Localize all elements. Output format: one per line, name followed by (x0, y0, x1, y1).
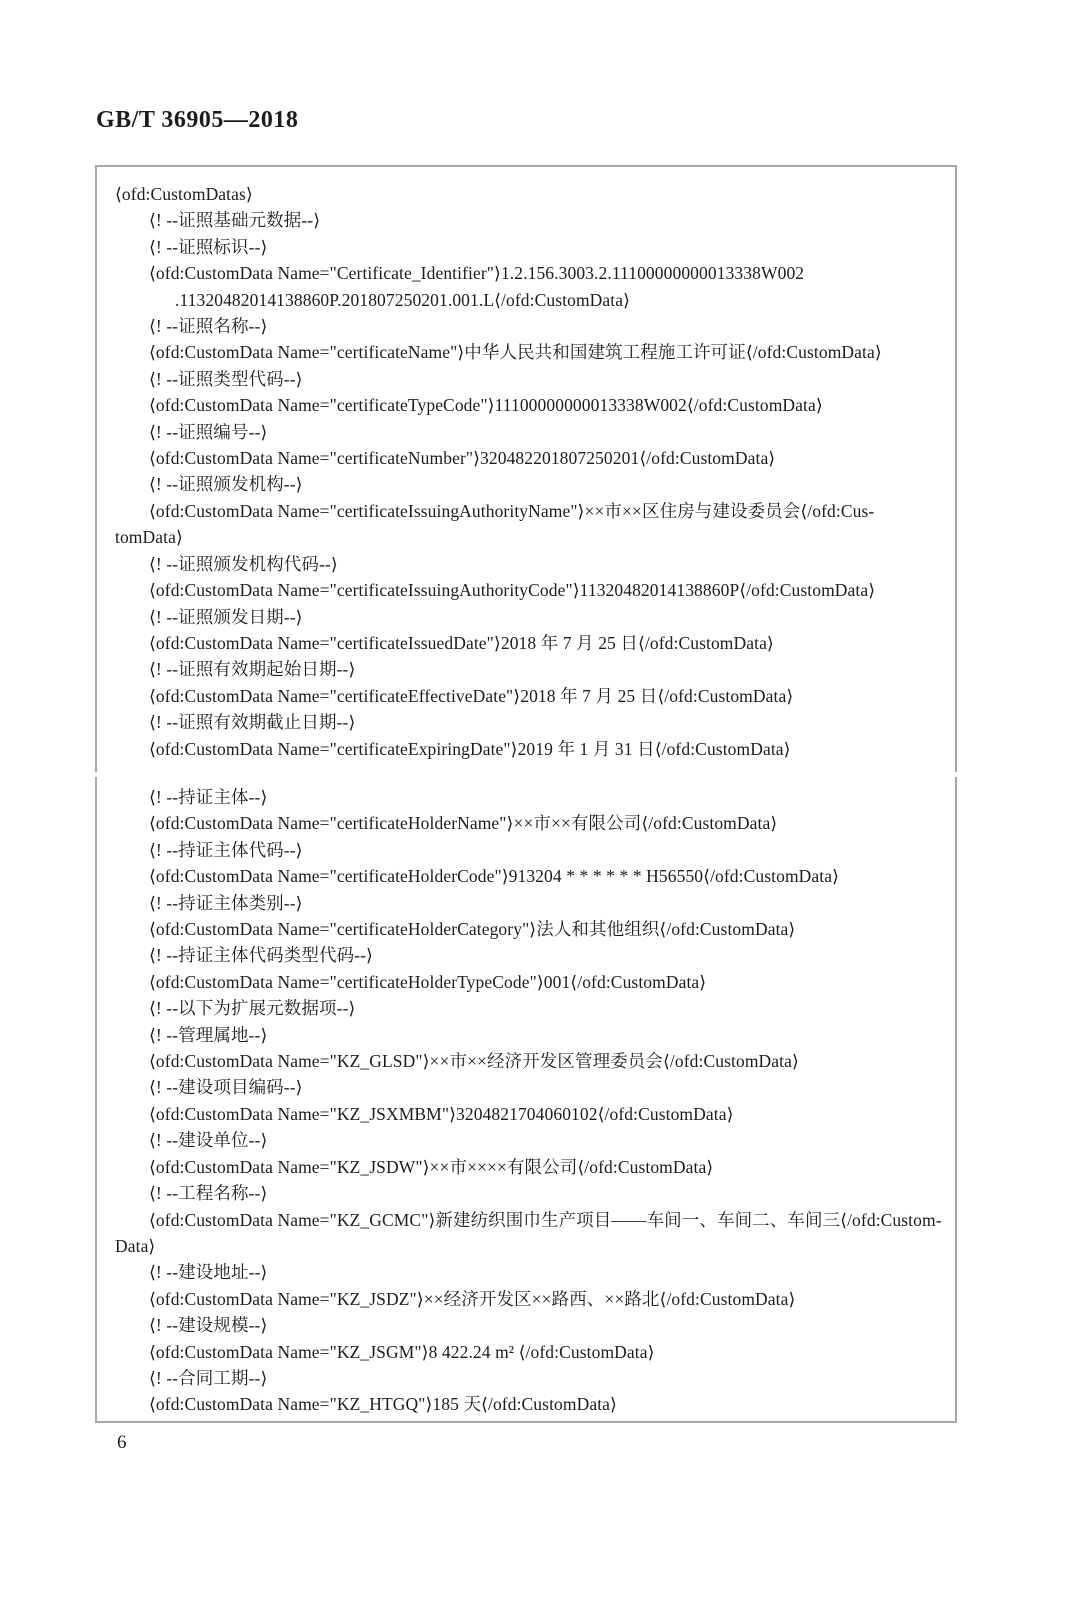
code-line: ⟨! --管理属地--⟩ (149, 1024, 268, 1045)
code-line: ⟨ofd:CustomData Name="KZ_JSDZ"⟩××经济开发区××路西、××路北⟨/ofd:CustomData⟩ (149, 1288, 796, 1309)
code-line: ⟨ofd:CustomData Name="KZ_GLSD"⟩××市××经济开发区管理委员会⟨/ofd:CustomData⟩ (149, 1051, 799, 1072)
code-listing-part-1 (95, 165, 957, 772)
code-line: ⟨! --以下为扩展元数据项--⟩ (149, 998, 356, 1019)
code-line: ⟨! --建设规模--⟩ (149, 1315, 268, 1336)
code-line: ⟨! --证照名称--⟩ (149, 316, 268, 337)
code-line: ⟨ofd:CustomData Name="certificateExpiringDate"⟩2019 年 1 月 31 日⟨/ofd:CustomData⟩ (149, 738, 791, 759)
code-listing-part-2 (95, 777, 957, 1423)
code-line: ⟨ofd:CustomData Name="certificateNumber"⟩320482201807250201⟨/ofd:CustomData⟩ (149, 448, 776, 469)
code-line: ⟨ofd:CustomData Name="certificateIssuedDate"⟩2018 年 7 月 25 日⟨/ofd:CustomData⟩ (149, 632, 774, 653)
code-line: ⟨! --证照颁发机构--⟩ (149, 474, 303, 495)
page-number: 6 (117, 1432, 127, 1453)
code-line: ⟨ofd:CustomData Name="KZ_GCMC"⟩新建纺织围巾生产项目——车间一、车间二、车间三⟨/ofd:Custom- (149, 1209, 942, 1230)
code-line: ⟨! --证照基础元数据--⟩ (149, 210, 321, 231)
code-line: .11320482014138860P.201807250201.001.L⟨/ofd:CustomData⟩ (175, 289, 631, 310)
code-line: ⟨! --证照有效期截止日期--⟩ (149, 712, 356, 733)
standard-number-heading: GB/T 36905—2018 (96, 107, 299, 133)
code-line: ⟨! --持证主体代码类型代码--⟩ (149, 945, 373, 966)
code-line: ⟨! --持证主体--⟩ (149, 787, 268, 807)
code-line: ⟨! --证照颁发日期--⟩ (149, 606, 303, 627)
code-line: ⟨! --合同工期--⟩ (149, 1367, 268, 1388)
code-line: ⟨ofd:CustomData Name="certificateIssuingAuthorityCode"⟩11320482014138860P⟨/ofd:CustomData⟩ (149, 580, 876, 601)
code-line: ⟨ofd:CustomData Name="KZ_HTGQ"⟩185 天⟨/ofd:CustomData⟩ (149, 1394, 617, 1415)
code-line: ⟨ofd:CustomData Name="KZ_JSDW"⟩××市××××有限公司⟨/ofd:CustomData⟩ (149, 1156, 714, 1177)
code-line: ⟨ofd:CustomData Name="Certificate_Identifier"⟩1.2.156.3003.2.11100000000013338W002 (149, 263, 805, 284)
code-line: ⟨! --证照编号--⟩ (149, 421, 268, 442)
code-line: ⟨ofd:CustomData Name="certificateName"⟩中华人民共和国建筑工程施工许可证⟨/ofd:CustomData⟩ (149, 342, 882, 363)
code-line: ⟨ofd:CustomData Name="KZ_JSGM"⟩8 422.24 m² ⟨/ofd:CustomData⟩ (149, 1341, 655, 1362)
code-line: ⟨ofd:CustomData Name="KZ_JSXMBM"⟩3204821704060102⟨/ofd:CustomData⟩ (149, 1103, 734, 1124)
code-line: ⟨! --建设项目编码--⟩ (149, 1077, 303, 1098)
code-line: ⟨ofd:CustomDatas⟩ (115, 184, 253, 204)
code-line: ⟨ofd:CustomData Name="certificateHolderCategory"⟩法人和其他组织⟨/ofd:CustomData⟩ (149, 919, 796, 940)
code-line: Data⟩ (115, 1235, 156, 1256)
code-line: ⟨! --建设地址--⟩ (149, 1262, 268, 1283)
code-line: ⟨! --证照颁发机构代码--⟩ (149, 553, 338, 574)
code-line: tomData⟩ (115, 527, 183, 548)
code-line: ⟨ofd:CustomData Name="certificateTypeCode"⟩11100000000013338W002⟨/ofd:CustomData⟩ (149, 395, 823, 416)
code-line: ⟨ofd:CustomData Name="certificateHolderName"⟩××市××有限公司⟨/ofd:CustomData⟩ (149, 813, 778, 834)
code-line: ⟨ofd:CustomData Name="certificateIssuingAuthorityName"⟩××市××区住房与建设委员会⟨/ofd:Cus- (149, 500, 875, 521)
code-line: ⟨! --建设单位--⟩ (149, 1130, 268, 1151)
code-line: ⟨ofd:CustomData Name="certificateEffectiveDate"⟩2018 年 7 月 25 日⟨/ofd:CustomData⟩ (149, 685, 794, 706)
code-line: ⟨ofd:CustomData Name="certificateHolderCode"⟩913204 * * * * * * H56550⟨/ofd:CustomData⟩ (149, 866, 840, 887)
code-line: ⟨! --证照类型代码--⟩ (149, 368, 303, 389)
code-line: ⟨! --工程名称--⟩ (149, 1183, 268, 1204)
code-line: ⟨! --持证主体类别--⟩ (149, 892, 303, 913)
code-line: ⟨ofd:CustomData Name="certificateHolderTypeCode"⟩001⟨/ofd:CustomData⟩ (149, 971, 707, 992)
code-line: ⟨! --证照标识--⟩ (149, 236, 268, 257)
code-line: ⟨! --持证主体代码--⟩ (149, 839, 303, 860)
code-line: ⟨! --证照有效期起始日期--⟩ (149, 659, 356, 680)
